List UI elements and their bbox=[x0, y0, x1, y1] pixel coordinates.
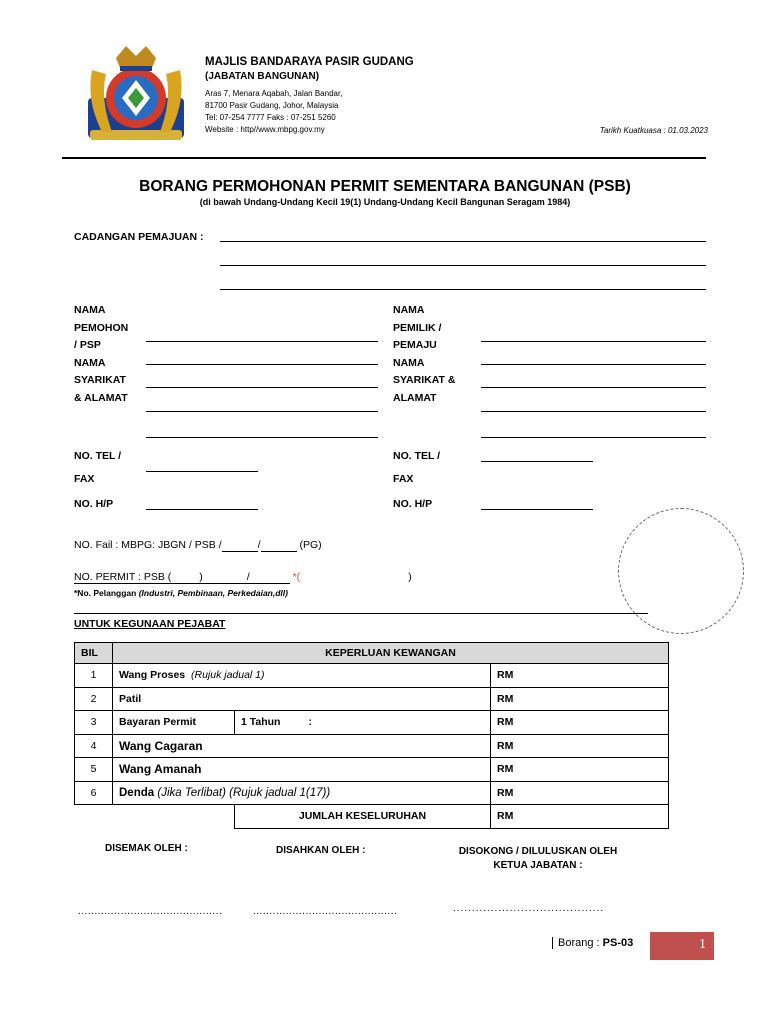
address-line: Aras 7, Menara Aqabah, Jalan Bandar, bbox=[205, 89, 343, 98]
proposal-label: CADANGAN PEMAJUAN : bbox=[74, 231, 204, 243]
checked-by-label: DISEMAK OLEH : bbox=[105, 843, 188, 854]
amount-field[interactable]: RM bbox=[491, 758, 669, 782]
department-name: (JABATAN BANGUNAN) bbox=[205, 71, 320, 82]
stamp-area bbox=[618, 508, 744, 634]
form-code: Borang : PS-03 bbox=[552, 937, 633, 949]
permit-note: *No. Pelanggan (Industri, Pembinaan, Perkedaian,dll) bbox=[74, 588, 288, 598]
proposal-field-line-2[interactable] bbox=[220, 265, 706, 266]
website-line: Website : http//www.mbpg.gov.my bbox=[205, 125, 325, 134]
owner-hp-field[interactable] bbox=[481, 509, 593, 510]
address-line: 81700 Pasir Gudang, Johor, Malaysia bbox=[205, 101, 339, 110]
amount-field[interactable]: RM bbox=[491, 687, 669, 711]
owner-field-line-5[interactable] bbox=[481, 437, 706, 438]
table-row: 6 Denda (Jika Terlibat) (Rujuk jadual 1(17)) RM bbox=[75, 781, 669, 805]
table-row: 5 Wang Amanah RM bbox=[75, 758, 669, 782]
permit-number-field-3[interactable] bbox=[250, 571, 290, 583]
owner-field-line-4[interactable] bbox=[481, 411, 706, 412]
applicant-field-line-2[interactable] bbox=[146, 364, 378, 365]
applicant-field-line-5[interactable] bbox=[146, 437, 378, 438]
council-crest-logo bbox=[82, 40, 190, 148]
customer-number-field[interactable] bbox=[300, 571, 408, 583]
owner-field-line-1[interactable] bbox=[481, 341, 706, 342]
permit-number-row: NO. PERMIT : PSB ( ) / *( ) bbox=[74, 571, 412, 583]
bil-header: BIL bbox=[75, 643, 113, 664]
total-amount-field[interactable]: RM bbox=[491, 805, 669, 829]
verified-by-signature-field[interactable]: ............................................ bbox=[253, 906, 398, 917]
applicant-tel-field[interactable] bbox=[146, 471, 258, 472]
checked-by-signature-field[interactable]: ............................................ bbox=[78, 906, 223, 917]
file-number-field-1[interactable] bbox=[222, 539, 258, 552]
page-number-badge: 1 bbox=[650, 932, 714, 960]
owner-label: NAMA PEMILIK / PEMAJU NAMA SYARIKAT & ALAMAT bbox=[393, 304, 456, 404]
applicant-field-line-1[interactable] bbox=[146, 341, 378, 342]
phone-line: Tel: 07-254 7777 Faks : 07-251 5260 bbox=[205, 113, 336, 122]
council-name: MAJLIS BANDARAYA PASIR GUDANG bbox=[205, 56, 414, 68]
applicant-field-line-3[interactable] bbox=[146, 387, 378, 388]
applicant-hp-field[interactable] bbox=[146, 509, 258, 510]
office-use-heading: UNTUK KEGUNAAN PEJABAT bbox=[74, 618, 226, 630]
amount-field[interactable]: RM bbox=[491, 734, 669, 758]
permit-number-field-1[interactable] bbox=[171, 571, 199, 583]
table-header-row bbox=[75, 643, 669, 664]
permit-number-field-2[interactable] bbox=[203, 571, 247, 583]
file-number-field-2[interactable] bbox=[261, 539, 297, 552]
table-row: 1 Wang Proses (Rujuk jadual 1) RM bbox=[75, 664, 669, 688]
applicant-label: NAMA PEMOHON / PSP NAMA SYARIKAT & ALAMAT bbox=[74, 304, 129, 404]
form-title: BORANG PERMOHONAN PERMIT SEMENTARA BANGUNAN (PSB) bbox=[139, 178, 631, 195]
effective-date: Tarikh Kuatkuasa : 01.03.2023 bbox=[599, 126, 708, 135]
applicant-tel-label: NO. TEL / bbox=[74, 450, 122, 462]
applicant-fax-label: FAX bbox=[74, 473, 95, 485]
table-row: 3 Bayaran Permit 1 Tahun : RM bbox=[75, 711, 669, 735]
total-row bbox=[75, 805, 669, 829]
financial-table bbox=[74, 642, 669, 829]
owner-hp-label: NO. H/P bbox=[393, 498, 433, 510]
amount-field[interactable]: RM bbox=[491, 781, 669, 805]
approved-by-label: DISOKONG / DILULUSKAN OLEH KETUA JABATAN : bbox=[458, 846, 618, 871]
office-section-divider bbox=[74, 613, 648, 614]
verified-by-label: DISAHKAN OLEH : bbox=[276, 845, 366, 856]
proposal-field-line-1[interactable] bbox=[220, 241, 706, 242]
approved-by-signature-field[interactable]: ........................................ bbox=[453, 903, 605, 914]
applicant-hp-label: NO. H/P bbox=[74, 498, 114, 510]
table-row: 4 Wang Cagaran RM bbox=[75, 734, 669, 758]
owner-field-line-3[interactable] bbox=[481, 387, 706, 388]
header-divider bbox=[62, 157, 706, 159]
file-number-row: NO. Fail : MBPG: JBGN / PSB / / (PG) bbox=[74, 539, 322, 551]
total-label: JUMLAH KESELURUHAN bbox=[235, 805, 491, 829]
amount-field[interactable]: RM bbox=[491, 664, 669, 688]
owner-fax-label: FAX bbox=[393, 473, 414, 485]
owner-field-line-2[interactable] bbox=[481, 364, 706, 365]
owner-tel-label: NO. TEL / bbox=[393, 450, 441, 462]
amount-field[interactable]: RM bbox=[491, 711, 669, 735]
form-subtitle: (di bawah Undang-Undang Kecil 19(1) Undang-Undang Kecil Bangunan Seragam 1984) bbox=[199, 197, 571, 207]
table-row: 2 Patil RM bbox=[75, 687, 669, 711]
finance-header: KEPERLUAN KEWANGAN bbox=[113, 643, 669, 664]
proposal-field-line-3[interactable] bbox=[220, 289, 706, 290]
owner-tel-field[interactable] bbox=[481, 461, 593, 462]
applicant-field-line-4[interactable] bbox=[146, 411, 378, 412]
